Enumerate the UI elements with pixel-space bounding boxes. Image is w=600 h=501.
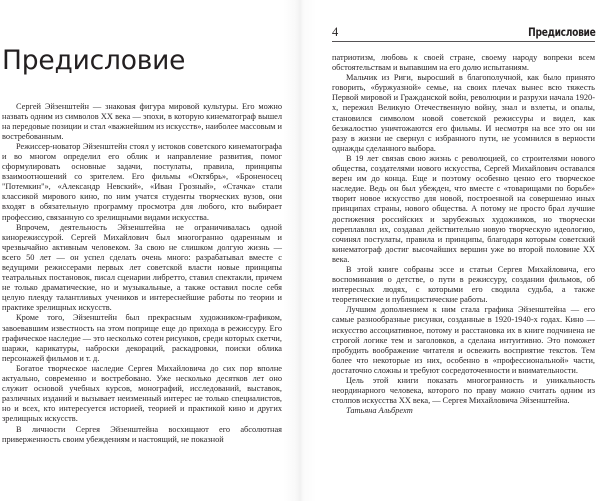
paragraph: Лучшим дополнением к ним стала графика Эйзенштейна — его самые разнообразные рисунки, созданные в 1920-1940-х годах. Кино — искусство ассоциативное, потому и расстановка их в книге подчинена не строгой логике тем и заголовков, а сделана интуитивно. Это поможет пробудить воображение читателя и освежить восприятие текстов. Тем более что некоторые из них, особенно в «профессиональной» части, достаточно сложны и требуют сосредоточенности и внимательности. — [332, 305, 595, 375]
paragraph: Кроме того, Эйзенштейн был прекрасным художником-графиком, завоевавшим известность на этом поприще еще до прихода в режиссуру. Его графическое наследие — это несколько сотен рисунков, среди которых скетчи, шаржи, карикатуры, наброски декораций, раскадровки, поиски облика персонажей фильмов и т. д. — [2, 313, 282, 363]
author-signature: Татьяна Альбрехт — [346, 406, 413, 416]
running-head — [332, 0, 595, 48]
right-page — [300, 0, 600, 501]
paragraph: Сергей Эйзенштейн — знаковая фигура мировой культуры. Его можно назвать одним из символов XX века — эпохи, в которую кинематограф вышел на передовые позиции и стал «важнейшим из искусств», наиболее массовым и востребованным. — [2, 101, 282, 141]
right-page-body — [332, 53, 595, 416]
paragraph: В этой книге собраны эссе и статьи Сергея Михайловича, его воспоминания о детстве, о пути в режиссуру, создании фильмов, об интересных людях, с которыми его сводила судьба, а также теоретические и публицистические работы. — [332, 264, 595, 305]
paragraph: Цель этой книги показать многогранность и уникальность неординарного человека, которого по праву можно считать одним из столпов искусства XX века, — Сергея Михайловича Эйзенштейна. — [332, 376, 595, 406]
paragraph: патриотизм, любовь к своей стране, своему народу вопреки всем обстоятельствам и выпавшим на его долю испытаниям. — [332, 53, 595, 73]
paragraph: Богатое творческое наследие Сергея Михайловича до сих пор вполне актуально, современно и востребовано. Уже несколько десятков лет оно служит основой учебных курсов, монографий, исследований, выставок, различных изданий и вызывает неизменный интерес не только специалистов, но и всех, кто интересуется историей, теорией и практикой кино и других зрелищных искусств. — [2, 363, 282, 424]
paragraph: Впрочем, деятельность Эйзенштейна не ограничивалась одной кинорежиссурой. Сергей Михайлович был многогранно одаренным и чрезвычайно активным человеком. За свою не слишком долгую жизнь — всего 50 лет — он успел сделать очень много: разрабатывал вместе с ведущими режиссерами первых лет советской власти новые принципы театральных постановок, писал сценарии либретто, ставил спектакли, причем не только драматические, но и музыкальные, а также оставил после себя целую плеяду талантливых учеников и интереснейшие работы по теории и практике зрелищных искусств. — [2, 222, 282, 313]
paragraph: Режиссер-новатор Эйзенштейн стоял у истоков советского кинематографа и во многом определил его облик и направление развития, помог сформулировать основные задачи, постулаты, правила, принципы взаимоотношений со зрителем. Его фильмы «Октябрь», «Броненосец "Потемкин"», «Александр Невский», «Иван Грозный», «Стачка» стали классикой мирового кино, по ним учатся студенты творческих вузов, они входят в обязательную программу просмотра для любого, кто выбирает профессию, связанную со зрелищными видами искусства. — [2, 141, 282, 222]
paragraph: Мальчик из Риги, выросший в благополучной, как было принято говорить, «буржуазной» семье, на своих плечах вынес всю тяжесть Первой мировой и Гражданской войн, революции и разрухи начала 1920-х, пережил Великую Отечественную войну, знал и взлеты, и опалы, становился символом новой советской режиссуры и видел, как безжалостно уничтожаются его фильмы. И несмотря на все это он ни разу в жизни не свернул с избранного пути, не усомнился в верности однажды сделанного выбора. — [332, 73, 595, 153]
page-number: 4 — [332, 25, 339, 39]
header-divider — [332, 41, 595, 42]
running-head-title: Предисловие — [527, 25, 595, 39]
left-page-body — [2, 102, 282, 445]
paragraph: В 19 лет связав свою жизнь с революцией, со строителями нового общества, создателями нового искусства, Сергей Михайлович оставался верен им до конца. Еще и поэтому особенно ценно его творческое наследие. Ведь он был убежден, что вместе с «товарищами по борьбе» творит новое искусство для новой, построенной на совершенно иных принципах страны, нового общества. А потому не просто брал лучшие достижения российских и зарубежных художников, но творчески переплавлял их, создавал действительно новую творческую идеологию, сочинял постулаты, правила и принципы, благодаря которым советский кинематограф достиг высочайших вершин уже во второй половине XX века. — [332, 153, 595, 264]
paragraph: В личности Сергея Эйзенштейна восхищают его абсолютная приверженность своим убеждениям и настоящий, не показной — [2, 424, 282, 444]
page-title: Предисловие — [2, 45, 186, 76]
